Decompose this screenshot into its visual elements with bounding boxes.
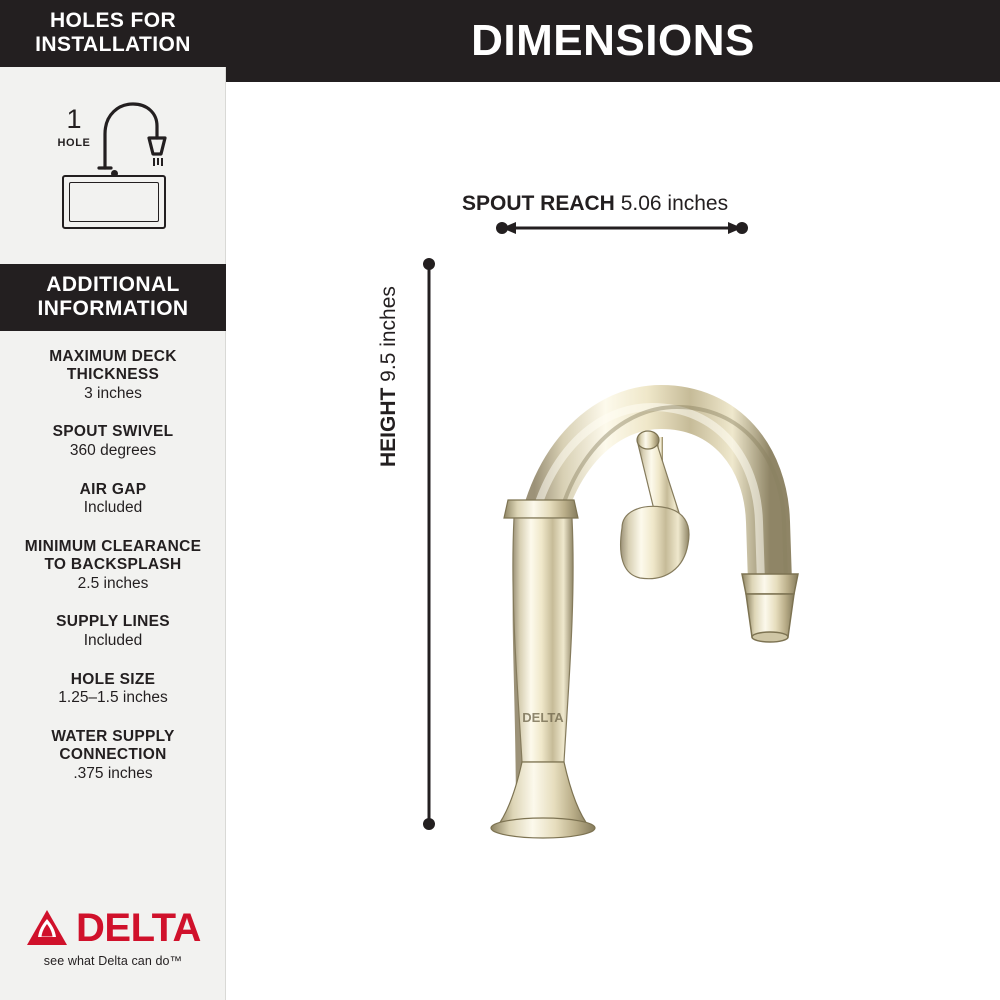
info-value: .375 inches: [73, 764, 153, 782]
info-value: 2.5 inches: [77, 574, 149, 592]
info-label: SPOUT SWIVEL: [52, 423, 174, 441]
info-item-minimum-clearance-to-backsplash: [0, 538, 226, 593]
info-label: AIR GAP: [79, 480, 147, 498]
faucet-product-illustration: [426, 222, 826, 862]
info-value: 3 inches: [84, 384, 142, 402]
faucet-outline-icon: [95, 98, 167, 172]
additional-information-list: [0, 348, 226, 803]
hole-count-value: 1: [66, 104, 82, 134]
info-item-hole-size: [0, 671, 226, 708]
info-item-supply-lines: [0, 613, 226, 650]
delta-tagline: see what Delta can do™: [43, 954, 183, 968]
info-item-maximum-deck-thickness: [0, 348, 226, 403]
delta-logo-block: [0, 908, 226, 968]
product-dimension-drawing: [226, 82, 1000, 1000]
spout-reach-value: 5.06 inches: [620, 192, 729, 215]
info-label: SUPPLY LINES: [56, 613, 170, 631]
additional-information-header: [0, 264, 226, 331]
sidebar: [0, 0, 226, 1000]
info-label: MINIMUM CLEARANCE TO BACKSPLASH: [24, 538, 202, 573]
height-label-text: HEIGHT: [377, 387, 400, 467]
info-label: WATER SUPPLY CONNECTION: [51, 728, 175, 763]
info-value: 360 degrees: [69, 442, 157, 460]
info-item-spout-swivel: [0, 423, 226, 460]
info-value: 1.25–1.5 inches: [58, 689, 168, 707]
deck-inner-outline: [69, 182, 159, 222]
holes-header-line2: INSTALLATION: [35, 32, 191, 56]
delta-triangle-icon: [25, 908, 69, 948]
info-item-air-gap: [0, 481, 226, 518]
spout-reach-label-text: SPOUT REACH: [462, 192, 615, 215]
hole-count-label: HOLE: [57, 137, 91, 149]
additional-header-line1: ADDITIONAL: [46, 273, 180, 296]
page-header-bar: [226, 0, 1000, 82]
hole-configuration-diagram: [0, 92, 226, 252]
additional-header-line2: INFORMATION: [37, 296, 189, 320]
delta-wordmark: DELTA: [76, 906, 201, 950]
page-title: DIMENSIONS: [471, 16, 755, 65]
info-value: Included: [83, 632, 143, 650]
holes-for-installation-header: [0, 0, 226, 67]
info-item-water-supply-connection: [0, 728, 226, 783]
holes-header-line1: HOLES FOR: [49, 9, 177, 32]
info-label: HOLE SIZE: [70, 670, 156, 688]
height-label: [377, 286, 401, 467]
svg-text:DELTA: DELTA: [522, 710, 564, 725]
info-value: Included: [83, 499, 143, 517]
height-value: 9.5 inches: [377, 286, 400, 382]
info-label: MAXIMUM DECK THICKNESS: [49, 348, 177, 383]
